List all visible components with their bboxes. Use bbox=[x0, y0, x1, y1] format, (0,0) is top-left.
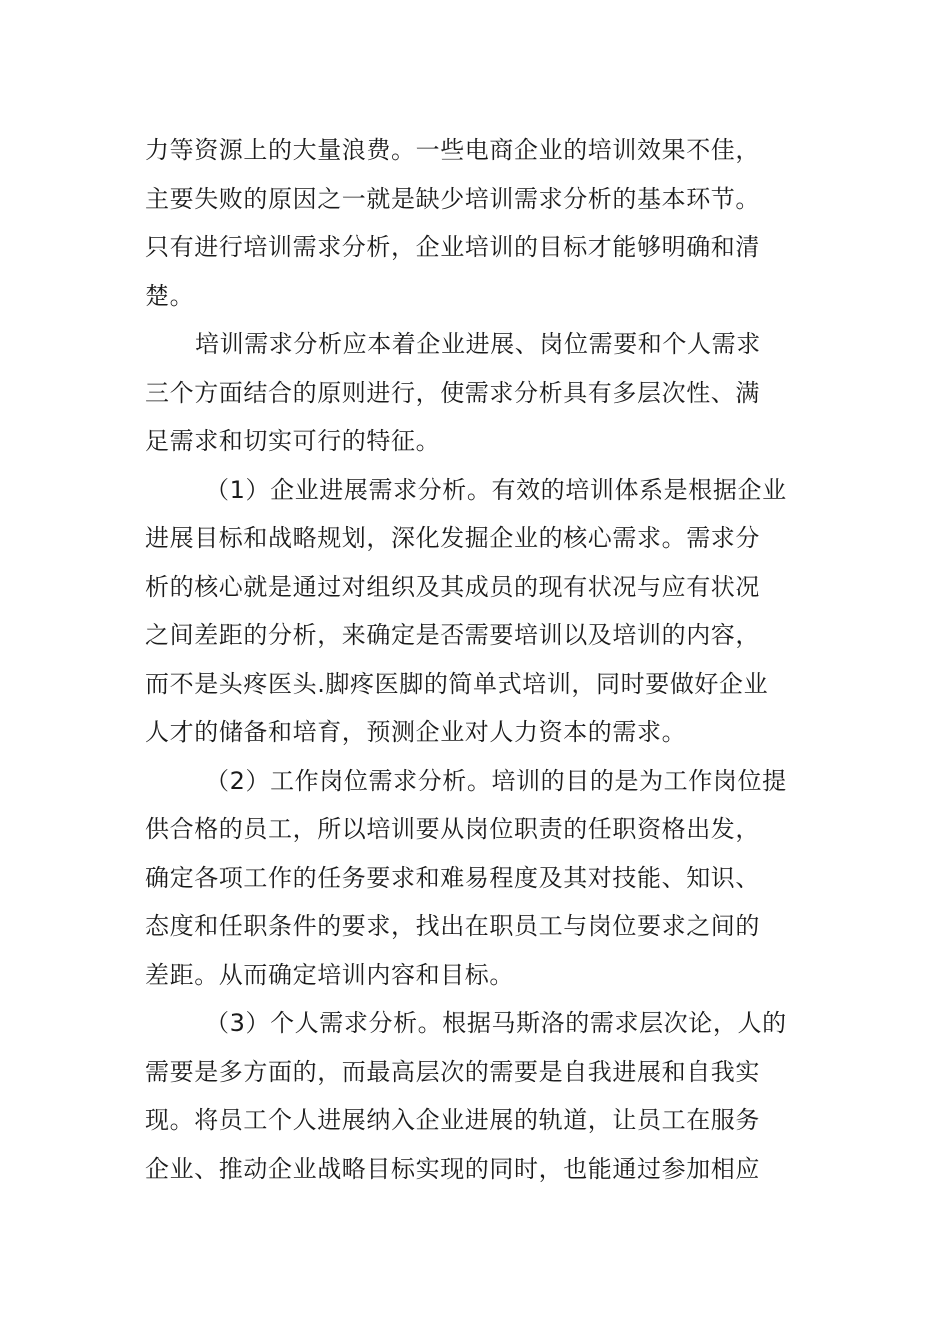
text-line: 确定各项工作的任务要求和难易程度及其对技能、知识、 bbox=[145, 863, 760, 892]
text-line: （1）企业进展需求分析。有效的培训体系是根据企业 bbox=[205, 475, 787, 504]
paragraph-principle bbox=[145, 320, 805, 466]
text-line: （3）个人需求分析。根据马斯洛的需求层次论，人的 bbox=[205, 1009, 787, 1037]
text-line: 力等资源上的大量浪费。一些电商企业的培训效果不佳， bbox=[145, 136, 760, 164]
text-line: 之间差距的分析，来确定是否需要培训以及培训的内容， bbox=[145, 621, 760, 649]
text-line: 态度和任职条件的要求，找出在职员工与岗位要求之间的 bbox=[145, 912, 760, 940]
text-line: 而不是头疼医头.脚疼医脚的简单式培训，同时要做好企业 bbox=[145, 669, 769, 698]
text-line: 主要失败的原因之一就是缺少培训需求分析的基本环节。 bbox=[145, 184, 760, 213]
text-line: 人才的储备和培育，预测企业对人力资本的需求。 bbox=[145, 718, 687, 746]
paragraph-position-needs bbox=[145, 757, 805, 1000]
text-line: 只有进行培训需求分析，企业培训的目标才能够明确和清 bbox=[145, 233, 760, 261]
text-line: 楚。 bbox=[145, 281, 195, 310]
text-line: 培训需求分析应本着企业进展、岗位需要和个人需求 bbox=[195, 330, 761, 358]
text-line: 供合格的员工，所以培训要从岗位职责的任职资格出发， bbox=[145, 815, 760, 843]
text-line: （2）工作岗位需求分析。培训的目的是为工作岗位提 bbox=[205, 766, 787, 795]
text-line: 需要是多方面的，而最高层次的需要是自我进展和自我实 bbox=[145, 1057, 760, 1086]
document-body bbox=[145, 126, 805, 1193]
text-line: 现。将员工个人进展纳入企业进展的轨道，让员工在服务 bbox=[145, 1106, 760, 1134]
text-line: 足需求和切实可行的特征。 bbox=[145, 427, 441, 455]
text-line: 进展目标和战略规划，深化发掘企业的核心需求。需求分 bbox=[145, 524, 760, 552]
text-line: 企业、推动企业战略目标实现的同时，也能通过参加相应 bbox=[145, 1154, 760, 1183]
paragraph-continuation bbox=[145, 126, 805, 320]
text-line: 析的核心就是通过对组织及其成员的现有状况与应有状况 bbox=[145, 572, 760, 601]
paragraph-enterprise-needs bbox=[145, 466, 805, 757]
paragraph-personal-needs bbox=[145, 999, 805, 1193]
text-line: 差距。从而确定培训内容和目标。 bbox=[145, 960, 514, 989]
text-line: 三个方面结合的原则进行，使需求分析具有多层次性、满 bbox=[145, 378, 760, 407]
